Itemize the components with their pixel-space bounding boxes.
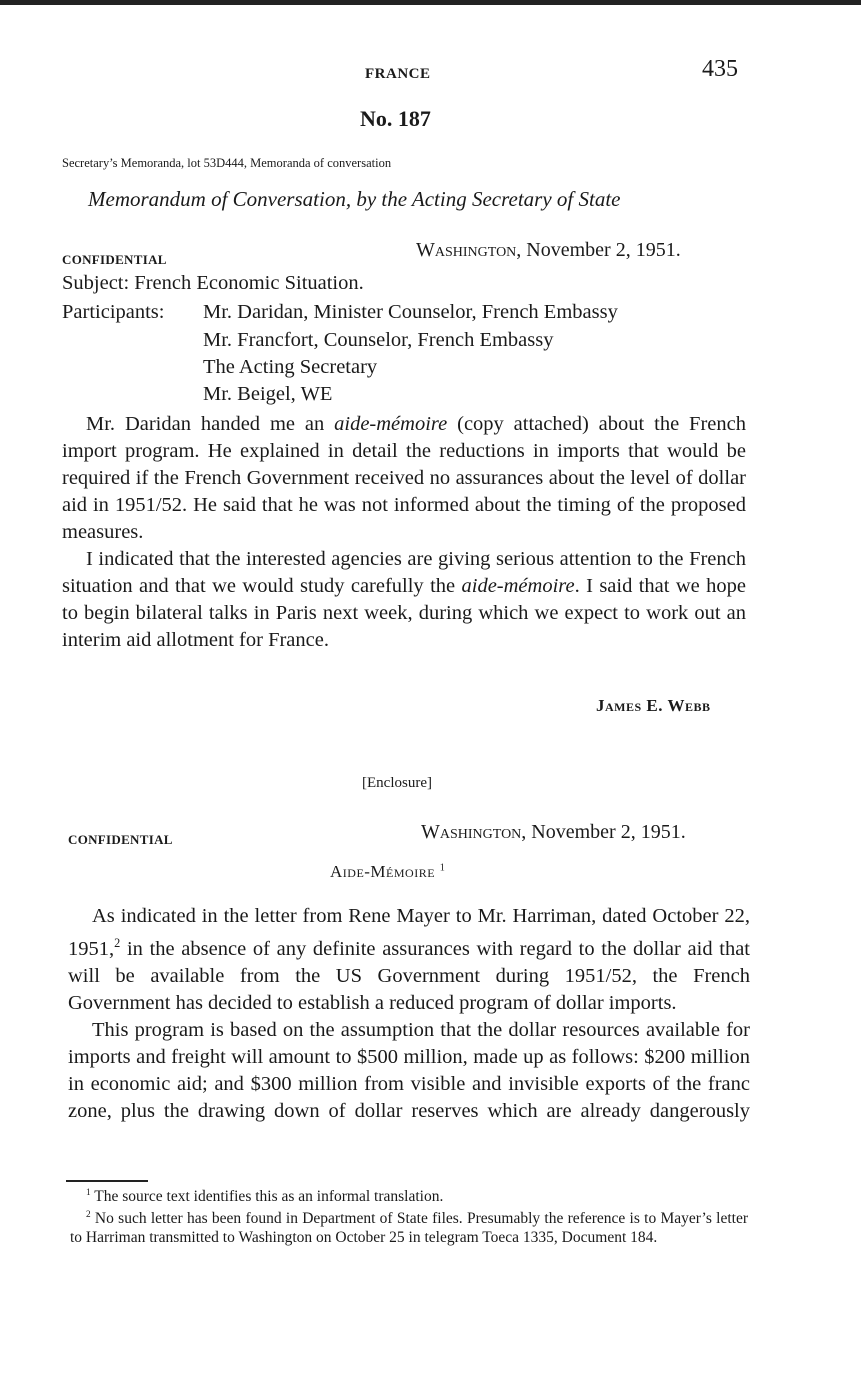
dateline-city: Washington xyxy=(416,239,517,261)
signature: James E. Webb xyxy=(596,696,711,715)
footnote: $^1$ The source text identifies this as an informal translation. xyxy=(86,1188,444,1206)
page-number: 435 xyxy=(702,56,738,82)
memo-paragraph: I indicated that the interested agencies are giving serious attention to the French situation and that we would study carefully the aide-mémoire. I said that we hope to begin bilateral talks in Paris next week, during which we expect to work out an interim aid allotment for France. xyxy=(62,548,746,651)
aide-memoire-paragraph: This program is based on the assumption that the dollar resources available for imports and freight will amount to $500 million, made up as follows: $200 million in economic aid; and $300 million from visible and invisible exports of the franc zone, plus the drawing down of dollar reserves which are already dangerously xyxy=(68,1018,750,1122)
aide-memoire-term: aide-mémoire xyxy=(334,413,448,435)
subject-line: Subject: French Economic Situation. xyxy=(62,272,364,294)
enclosure-dateline xyxy=(421,821,686,844)
footnote: $^2$ No such letter has been found in Department of State files. Presumably the reference is to Mayer’s letter to Harriman transmitted to Washington on October 25 in telegram Toeca 1335, Document 184. xyxy=(70,1210,748,1247)
enclosure-label: [Enclosure] xyxy=(362,775,432,791)
memo-paragraph: Mr. Daridan handed me an aide-mémoire (copy attached) about the French import program. He explained in detail the reductions in imports that would be required if the French Government received no assurances about the level of dollar aid in 1951/52. He said that he was not informed about the timing of the proposed measures. xyxy=(62,413,746,543)
memo-body xyxy=(62,411,746,654)
enclosure-classification-label: CONFIDENTIAL xyxy=(68,832,173,847)
footnote-marker: 1 xyxy=(439,862,446,874)
participant-item: Mr. Beigel, WE xyxy=(203,383,333,405)
dateline-date: , November 2, 1951. xyxy=(521,821,686,843)
footnote-divider xyxy=(66,1180,148,1182)
running-title: FRANCE xyxy=(365,66,431,82)
participant-item: Mr. Francfort, Counselor, French Embassy xyxy=(203,329,554,351)
aide-memoire-title: Aide-Mémoire $^1$ xyxy=(330,862,446,881)
document-number: No. 187 xyxy=(360,106,431,131)
participants-label: Participants: xyxy=(62,301,165,323)
dateline-date: , November 2, 1951. xyxy=(516,239,681,261)
dateline-city: Washington xyxy=(421,821,522,843)
participant-item: Mr. Daridan, Minister Counselor, French Embassy xyxy=(203,301,618,323)
aide-memoire-term: aide-mémoire xyxy=(461,575,575,597)
footnotes xyxy=(70,1184,748,1247)
dateline xyxy=(416,239,681,262)
classification-label: CONFIDENTIAL xyxy=(62,252,167,267)
page-top-border xyxy=(0,0,861,5)
source-note: Secretary’s Memoranda, lot 53D444, Memoranda of conversation xyxy=(62,156,392,170)
aide-memoire-paragraph: As indicated in the letter from Rene Mayer to Mr. Harriman, dated October 22, 1951,$^2$ in the absence of any definite assurances with regard to the dollar aid that will be available from the US Government during 1951/52, the French Government has decided to establish a reduced program of dollar imports. xyxy=(68,905,750,1014)
aide-memoire-body xyxy=(68,903,750,1125)
footnote-marker: 2 xyxy=(114,936,121,950)
memo-title: Memorandum of Conversation, by the Acting Secretary of State xyxy=(88,187,621,211)
participant-item: The Acting Secretary xyxy=(203,356,378,378)
